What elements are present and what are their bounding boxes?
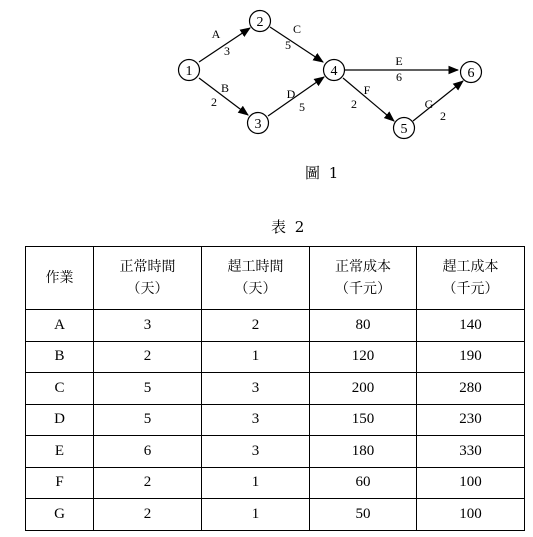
- table-cell: 3: [94, 310, 202, 342]
- edge-c-label: C: [292, 22, 302, 36]
- table-cell: G: [26, 499, 94, 531]
- node-2-label: 2: [256, 15, 264, 30]
- edge-a-weight: 3: [224, 44, 230, 58]
- header-crash-cost: [417, 247, 525, 310]
- table-caption: 表 2: [271, 218, 307, 236]
- edge-e-label: E: [395, 54, 403, 68]
- edge-d-label: D: [286, 87, 296, 101]
- table-header-row: [26, 247, 525, 310]
- table-row: [26, 499, 525, 531]
- header-normal-time-line1: 正常時間: [119, 259, 176, 275]
- table-cell: 3: [202, 436, 310, 468]
- table-cell: 140: [417, 310, 525, 342]
- table-cell: 1: [202, 341, 310, 373]
- header-crash-time-line2: （天）: [234, 281, 277, 297]
- edge-b-label: B: [220, 81, 230, 95]
- table-cell: 100: [417, 499, 525, 531]
- table-cell: 120: [310, 341, 417, 373]
- header-normal-time-line2: （天）: [126, 281, 169, 297]
- node-6-label: 6: [467, 66, 475, 81]
- table-cell: 50: [310, 499, 417, 531]
- edge-e-weight: 6: [396, 70, 402, 84]
- table-row: [26, 467, 525, 499]
- table-cell: 3: [202, 373, 310, 405]
- table-row: [26, 310, 525, 342]
- table-cell: 100: [417, 467, 525, 499]
- edge-a-label: A: [211, 27, 221, 41]
- header-activity: [26, 247, 94, 310]
- header-normal-cost-line2: （千元）: [335, 281, 391, 297]
- node-4-label: 4: [330, 64, 338, 79]
- table-cell: 60: [310, 467, 417, 499]
- table-row: [26, 404, 525, 436]
- table-cell: E: [26, 436, 94, 468]
- edge-c-weight: 5: [285, 38, 291, 52]
- table-cell: 1: [202, 499, 310, 531]
- activity-table: [25, 246, 525, 531]
- table-row: [26, 373, 525, 405]
- table-cell: 230: [417, 404, 525, 436]
- edge-f-label: F: [363, 83, 371, 97]
- node-3-label: 3: [254, 117, 262, 132]
- edge-g-weight: 2: [440, 109, 446, 123]
- edge-d-weight: 5: [299, 100, 305, 114]
- table-cell: C: [26, 373, 94, 405]
- edge-b-weight: 2: [211, 95, 217, 109]
- header-crash-cost-line2: （千元）: [442, 281, 499, 297]
- header-normal-cost: [310, 247, 417, 310]
- table-cell: 190: [417, 341, 525, 373]
- node-5-label: 5: [400, 122, 408, 137]
- table-cell: 330: [417, 436, 525, 468]
- header-crash-time-line1: 趕工時間: [227, 259, 284, 275]
- edge-g-label: G: [424, 97, 434, 111]
- table-cell: 5: [94, 404, 202, 436]
- table-cell: 80: [310, 310, 417, 342]
- table-cell: 3: [202, 404, 310, 436]
- table-cell: 2: [202, 310, 310, 342]
- table-cell: 2: [94, 499, 202, 531]
- header-normal-time: [94, 247, 202, 310]
- table-cell: 1: [202, 467, 310, 499]
- table-cell: 200: [310, 373, 417, 405]
- table-cell: B: [26, 341, 94, 373]
- table-cell: 180: [310, 436, 417, 468]
- header-normal-cost-line1: 正常成本: [335, 259, 391, 275]
- table-cell: D: [26, 404, 94, 436]
- table-cell: A: [26, 310, 94, 342]
- table-cell: 5: [94, 373, 202, 405]
- header-crash-time: [202, 247, 310, 310]
- table-cell: F: [26, 467, 94, 499]
- table-cell: 150: [310, 404, 417, 436]
- header-crash-cost-line1: 趕工成本: [442, 259, 499, 275]
- edge-f-weight: 2: [351, 97, 357, 111]
- figure-caption: 圖 1: [305, 164, 341, 182]
- node-1-label: 1: [185, 64, 193, 79]
- edge-d: [268, 77, 324, 116]
- table-cell: 6: [94, 436, 202, 468]
- header-activity-line1: 作業: [45, 270, 74, 286]
- table-cell: 2: [94, 341, 202, 373]
- table-row: [26, 341, 525, 373]
- network-diagram: [0, 0, 533, 200]
- edge-g: [413, 81, 463, 121]
- table-cell: 2: [94, 467, 202, 499]
- table-cell: 280: [417, 373, 525, 405]
- table-row: [26, 436, 525, 468]
